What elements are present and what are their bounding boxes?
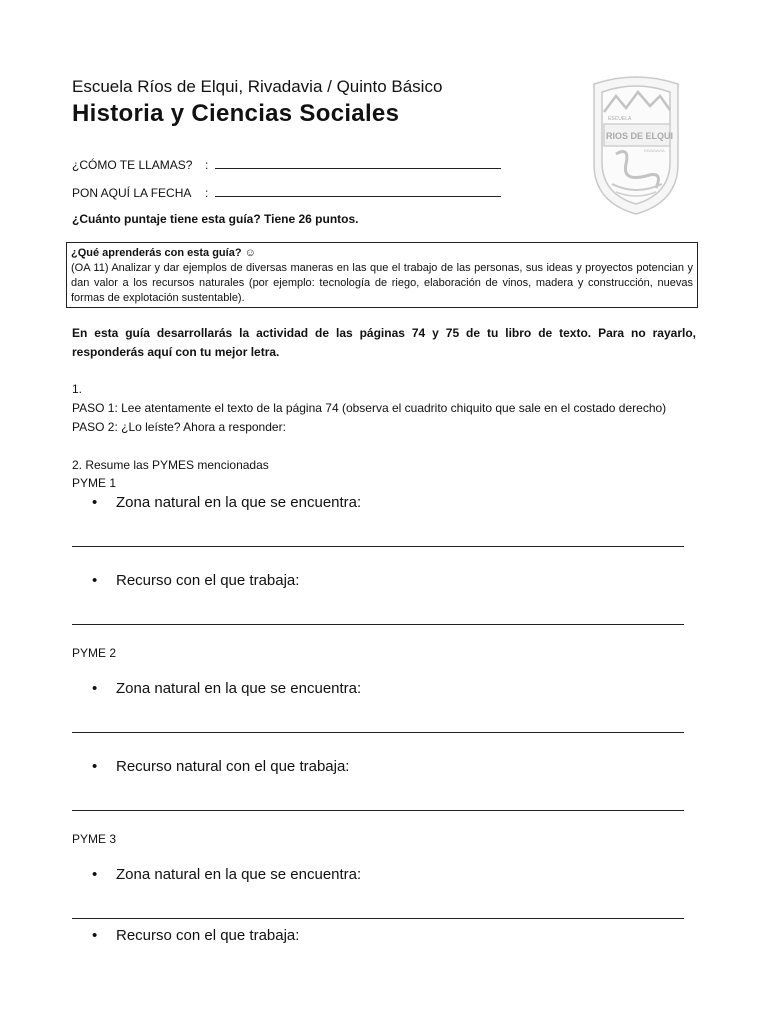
- pyme1-q1-text: Zona natural en la que se encuentra:: [116, 494, 362, 511]
- pyme1-answer1-line[interactable]: [72, 546, 684, 547]
- date-field-row: [72, 185, 501, 201]
- name-colon: :: [205, 158, 209, 172]
- pyme2-q1-text: Zona natural en la que se encuentra:: [116, 680, 362, 697]
- name-label: ¿CÓMO TE LLAMAS?: [72, 158, 193, 172]
- pyme2-label: PYME 2: [72, 646, 117, 660]
- name-input-line[interactable]: [215, 157, 501, 169]
- objective-body: (OA 11) Analizar y dar ejemplos de diversas maneras en las que el trabajo de las personas, sus ideas y proyectos potencian y dan valor a los recursos naturales (por ejemplo: tecnología de riego, elaboración de vinos, madera y construcción, nuevas formas de explotación sustentable).: [71, 262, 693, 304]
- bullet-icon: •: [92, 758, 98, 775]
- pyme2-answer1-line[interactable]: [72, 732, 684, 733]
- pyme1-label: PYME 1: [72, 476, 117, 490]
- school-logo: [586, 72, 686, 218]
- objective-title: ¿Qué aprenderás con esta guía? ☺: [71, 247, 256, 259]
- pyme2-question-resource: [92, 757, 349, 777]
- bullet-icon: •: [92, 572, 98, 589]
- page-title: Historia y Ciencias Sociales: [72, 100, 400, 127]
- pyme2-q2-text: Recurso natural con el que trabaja:: [116, 758, 350, 775]
- pyme2-answer2-line[interactable]: [72, 810, 684, 811]
- objective-box: [66, 242, 698, 308]
- logo-text-top: ESCUELA: [608, 116, 632, 122]
- date-input-line[interactable]: [215, 185, 501, 197]
- section2-heading: 2. Resume las PYMES mencionadas: [72, 458, 269, 472]
- step1-text: PASO 1: Lee atentamente el texto de la página 74 (observa el cuadrito chiquito que sale en el costado derecho): [72, 401, 667, 415]
- date-label: PON AQUÍ LA FECHA: [72, 186, 192, 200]
- bullet-icon: •: [92, 494, 98, 511]
- pyme2-question-zone: [92, 679, 361, 699]
- pyme1-question-zone: [92, 493, 361, 513]
- pyme3-label: PYME 3: [72, 832, 117, 846]
- logo-text-bottom: RIVADAVIA: [644, 148, 665, 153]
- section1-number: 1.: [72, 382, 83, 396]
- bullet-icon: •: [92, 866, 98, 883]
- pyme3-question-resource: [92, 926, 299, 946]
- pyme3-answer1-line[interactable]: [72, 918, 684, 919]
- bullet-icon: •: [92, 680, 98, 697]
- logo-text-main: RIOS DE ELQUI: [606, 131, 674, 141]
- school-name: Escuela Ríos de Elqui, Rivadavia / Quinto Básico: [72, 77, 443, 96]
- pyme3-q2-text: Recurso con el que trabaja:: [116, 927, 300, 944]
- pyme1-question-resource: [92, 571, 299, 591]
- step2-text: PASO 2: ¿Lo leíste? Ahora a responder:: [72, 420, 286, 434]
- pyme3-q1-text: Zona natural en la que se encuentra:: [116, 866, 362, 883]
- name-field-row: [72, 157, 501, 173]
- instructions-text: En esta guía desarrollarás la actividad de las páginas 74 y 75 de tu libro de texto. Para no rayarlo, responderás aquí con tu mejor letra.: [72, 326, 696, 359]
- score-text: ¿Cuánto puntaje tiene esta guía? Tiene 26 puntos.: [72, 212, 359, 226]
- pyme3-question-zone: [92, 865, 361, 885]
- date-colon: :: [205, 186, 209, 200]
- pyme1-answer2-line[interactable]: [72, 624, 684, 625]
- bullet-icon: •: [92, 927, 98, 944]
- pyme1-q2-text: Recurso con el que trabaja:: [116, 572, 300, 589]
